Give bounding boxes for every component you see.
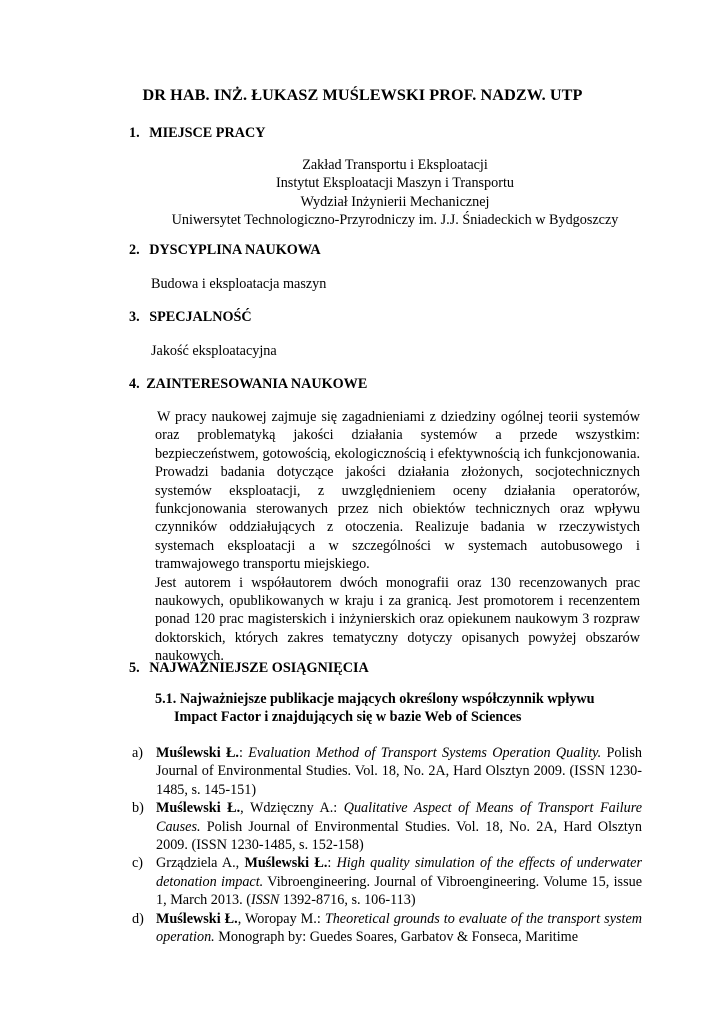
publication-issn-label: ISSN [250, 892, 280, 909]
subsection-5-1-heading [155, 690, 642, 727]
research-output-paragraph: Jest autorem i współautorem dwóch monografii oraz 130 recenzowanych prac naukowych, opublikowanych w kraju i za granicą. Jest promotorem i recenzentem ponad 120 prac magisterskich i inżynierskich oraz opiekunem naukowym 3 rozpraw doktorskich, których zakres tematyczny dotyczy opisanych powyżej obszarów naukowych. [155, 574, 640, 665]
publication-marker: b) [132, 800, 144, 817]
section-2-heading [129, 241, 321, 259]
subsection-5-1-line [155, 690, 642, 708]
publication-author: Muślewski Ł. [156, 800, 241, 817]
publication-details: Monograph by: Guedes Soares, Garbatov & Fonseca, Maritime [214, 929, 578, 946]
discipline-text: Budowa i eksploatacja maszyn [151, 276, 327, 292]
subsection-5-1-title-part2: Impact Factor i znajdujących się w bazie Web of Sciences [174, 709, 522, 726]
workplace-line: Wydział Inżynierii Mechanicznej [300, 193, 490, 210]
section-3-number: 3. [129, 309, 140, 325]
section-4-title: ZAINTERESOWANIA NAUKOWE [146, 376, 368, 392]
section-5-number: 5. [129, 660, 140, 676]
publication-coauthors: , Woropay M.: [237, 910, 325, 927]
section-2-title: DYSCYPLINA NAUKOWA [149, 242, 321, 258]
section-5-heading [129, 659, 369, 677]
publication-item [126, 799, 642, 854]
section-2-number: 2. [129, 242, 140, 258]
research-interests-block [155, 408, 640, 666]
subsection-5-1-title-part1: Najważniejsze publikacje mających określony współczynnik wpływu [179, 691, 595, 707]
publication-list [126, 744, 642, 946]
publication-details: Vibroengineering. Journal of Vibroengineering. Volume 15, issue 1, March 2013. ( [156, 873, 642, 909]
research-interests-paragraph: W pracy naukowej zajmuje się zagadnieniami z dziedziny ogólnej teorii systemów oraz problematyką jakości działania systemów a przede wszystkim: bezpieczeństwem, gotowością, ekologicznością i efektywnością ich funkcjonowania. Prowadzi badania dotyczące jakości działania złożonych, socjotechnicznych systemów eksploatacji, z uwzględnieniem oceny działania operatorów, funkcjonowania sterowanych przez nich obiektów technicznych oraz wpływu czynników oddziałujących z otoczenia. Realizuje badania w rzeczywistych systemach eksploatacji a w szczególności w systemach autobusowego i tramwajowego transportu miejskiego. [155, 409, 640, 573]
publication-marker: a) [132, 745, 144, 761]
section-5-title: NAJWAŻNIEJSZE OSIĄGNIĘCIA [149, 660, 369, 676]
publication-details: 1392-8716, s. 106-113) [279, 892, 416, 909]
publication-author: Muślewski Ł. [244, 855, 328, 872]
publication-item [126, 854, 642, 909]
section-1-heading [129, 124, 265, 142]
workplace-line: Instytut Eksploatacji Maszyn i Transportu [275, 175, 515, 192]
workplace-block [120, 156, 670, 230]
publication-title: Qualitative Aspect of Means of Transport Failure Causes. [156, 800, 642, 835]
publication-coauthors: , Wdzięczny A.: [240, 800, 344, 817]
page-title: DR HAB. INŻ. ŁUKASZ MUŚLEWSKI PROF. NADZW. UTP [142, 86, 583, 104]
publication-title: Evaluation Method of Transport Systems Operation Quality. [248, 745, 602, 761]
section-1-number: 1. [129, 125, 140, 141]
publication-separator: : [327, 855, 337, 872]
publication-item [126, 744, 642, 799]
publication-marker: c) [132, 855, 144, 872]
publication-author: Muślewski Ł. [156, 745, 239, 761]
specialty-text: Jakość eksploatacyjna [151, 343, 277, 359]
workplace-line: Uniwersytet Technologiczno-Przyrodniczy im. J.J. Śniadeckich w Bydgoszczy [171, 212, 619, 229]
section-4-number: 4. [129, 376, 140, 392]
section-3-title: SPECJALNOŚĆ [149, 309, 252, 325]
section-3-heading [129, 308, 252, 326]
subsection-5-1-number: 5.1. [155, 691, 177, 707]
section-1-title: MIEJSCE PRACY [149, 125, 266, 141]
publication-item [126, 910, 642, 947]
publication-details: Polish Journal of Environmental Studies. Vol. 18, No. 2A, Hard Olsztyn 2009. (ISSN 1230-1485, s. 152-158) [156, 818, 642, 854]
publication-marker: d) [132, 910, 144, 927]
publication-details: Polish Journal of Environmental Studies. Vol. 18, No. 2A, Hard Olsztyn 2009. (ISSN 1230-1485, s. 145-151) [156, 745, 642, 798]
publication-coauthors: Grządziela A., [156, 855, 245, 872]
section-4-heading [129, 375, 367, 393]
publication-author: Muślewski Ł. [156, 910, 238, 927]
publication-title: Theoretical grounds to evaluate of the transport system operation. [156, 910, 642, 946]
publication-separator: : [238, 745, 249, 761]
workplace-line: Zakład Transportu i Eksploatacji [302, 157, 488, 173]
publication-title: High quality simulation of the effects of underwater detonation impact. [156, 855, 642, 890]
